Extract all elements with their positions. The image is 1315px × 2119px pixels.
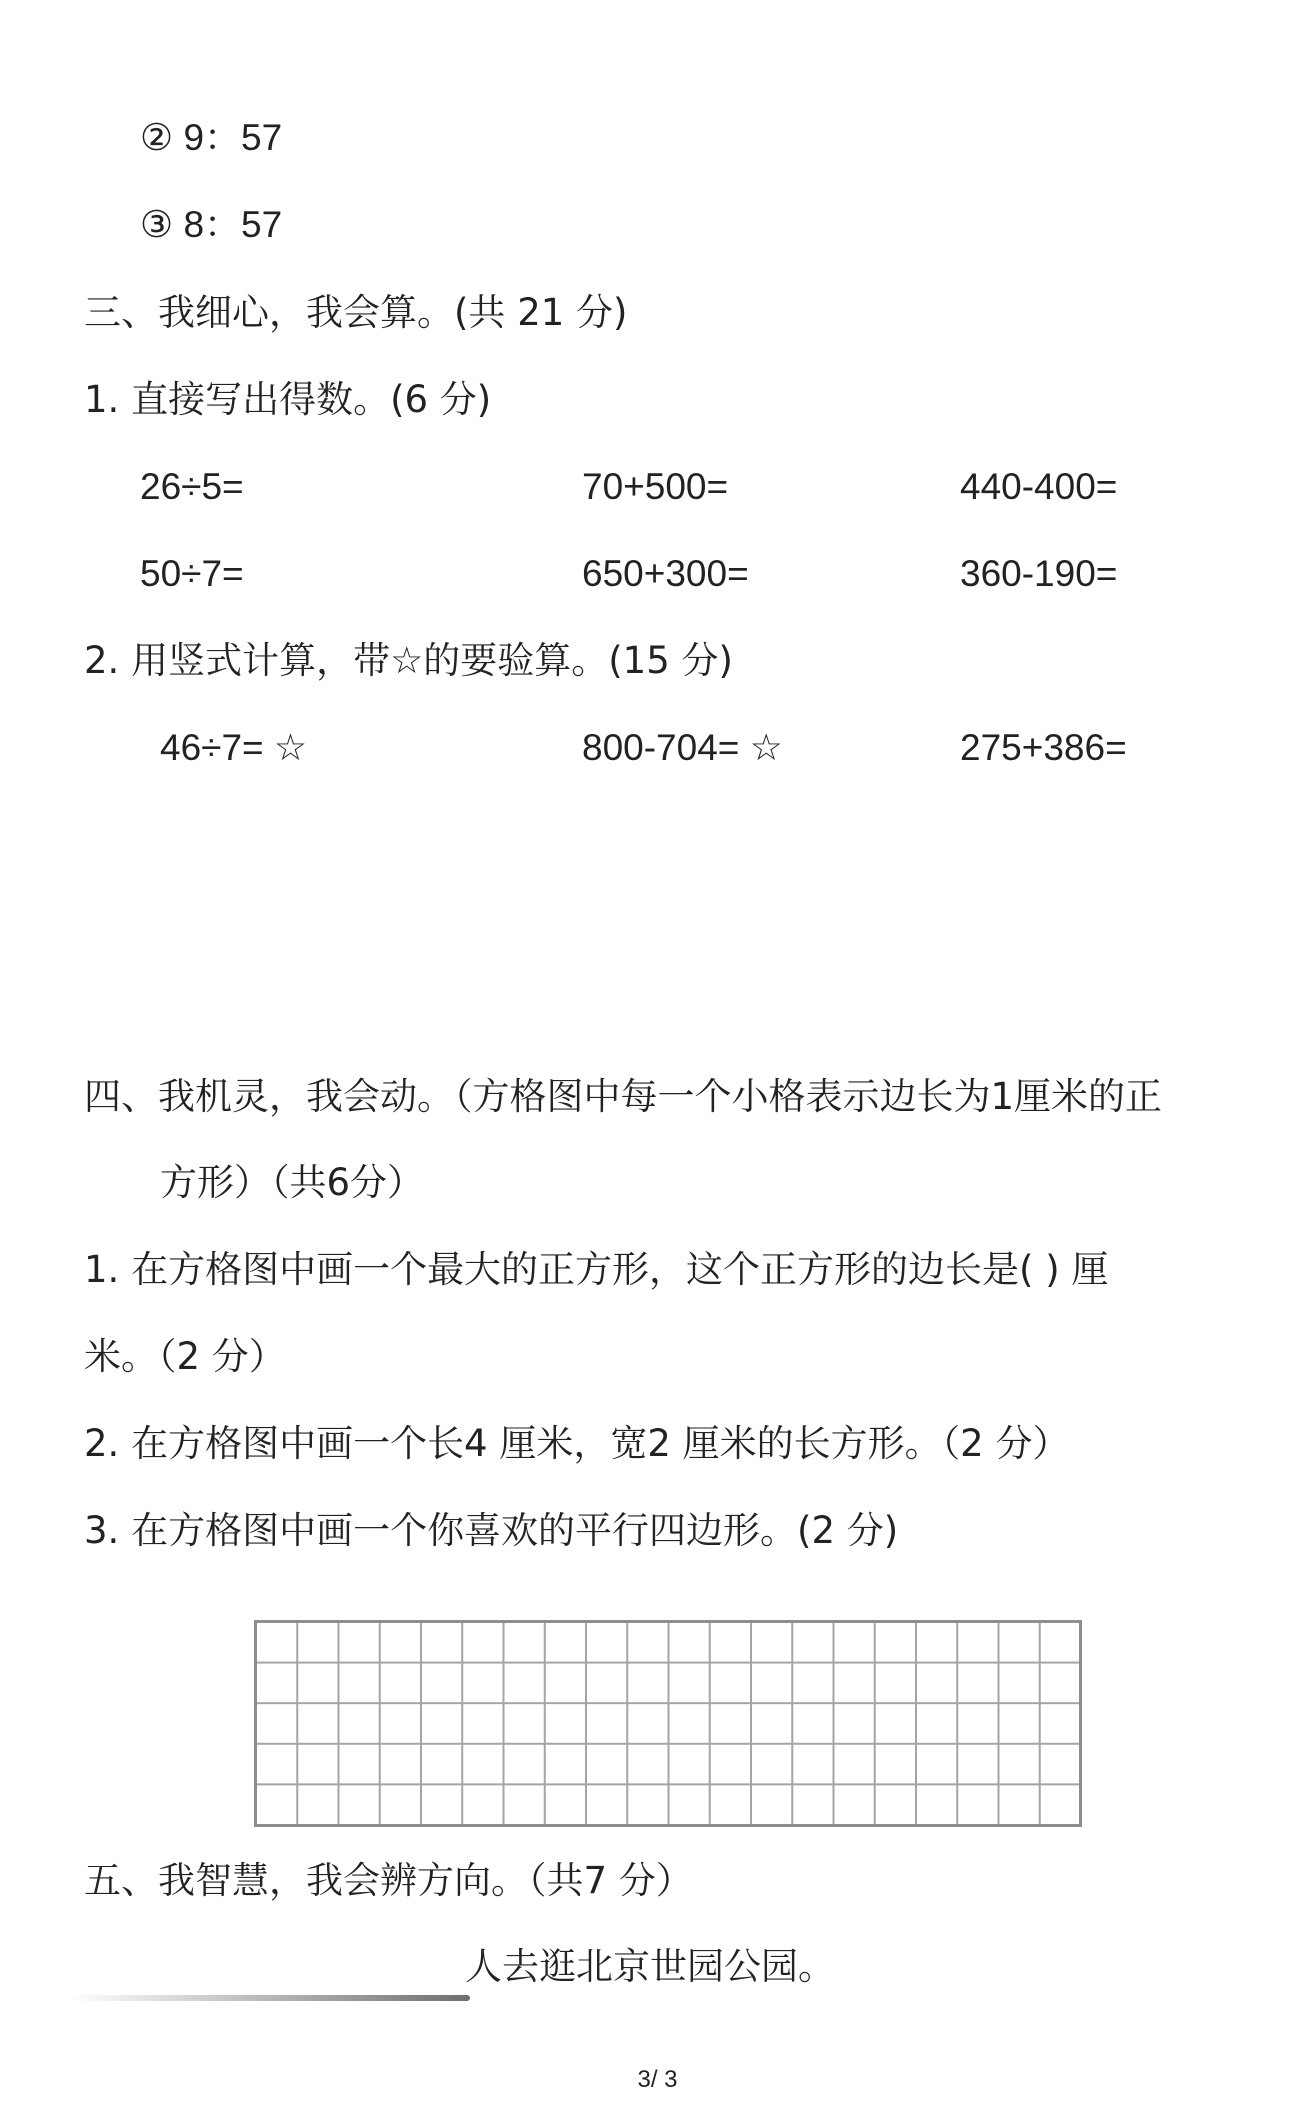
- section-5-partial-text: 人去逛北京世园公园。: [465, 1945, 835, 1988]
- calc-item-1: 26÷5=: [140, 466, 244, 507]
- section-4-title-line-1: 四、我机灵，我会动。（方格图中每一个小格表示边长为1厘米的正: [84, 1075, 1163, 1118]
- vertical-calc-3: 275+386=: [960, 727, 1127, 768]
- square-grid: [254, 1620, 1082, 1827]
- section-4-question-1-line-2: 米。（2 分）: [84, 1335, 286, 1378]
- section-4-title-line-2: 方形）（共6分）: [160, 1161, 425, 1204]
- option-3: ③ 8：57: [140, 204, 283, 245]
- calc-item-4: 50÷7=: [140, 553, 244, 594]
- option-2: ② 9：57: [140, 117, 283, 158]
- section-4-question-3: 3. 在方格图中画一个你喜欢的平行四边形。(2 分): [84, 1509, 899, 1552]
- calc-item-2: 70+500=: [582, 466, 729, 507]
- calc-item-3: 440-400=: [960, 466, 1118, 507]
- section-4-question-2: 2. 在方格图中画一个长4 厘米，宽2 厘米的长方形。（2 分）: [84, 1422, 1070, 1465]
- section-3-question-2-title: 2. 用竖式计算，带☆的要验算。(15 分): [84, 639, 733, 682]
- section-4-question-1-line-1: 1. 在方格图中画一个最大的正方形，这个正方形的边长是( ) 厘: [84, 1248, 1109, 1291]
- section-3-title: 三、我细心，我会算。(共 21 分): [84, 291, 628, 334]
- calc-item-6: 360-190=: [960, 553, 1118, 594]
- section-5-title: 五、我智慧，我会辨方向。（共7 分）: [84, 1859, 693, 1902]
- decorative-fade-bar: [70, 1995, 470, 2001]
- vertical-calc-2: 800-704= ☆: [582, 727, 783, 768]
- calc-item-5: 650+300=: [582, 553, 749, 594]
- vertical-calc-1: 46÷7= ☆: [160, 727, 308, 768]
- section-3-question-1-title: 1. 直接写出得数。(6 分): [84, 378, 492, 421]
- page-number: 3/ 3: [637, 2066, 678, 2093]
